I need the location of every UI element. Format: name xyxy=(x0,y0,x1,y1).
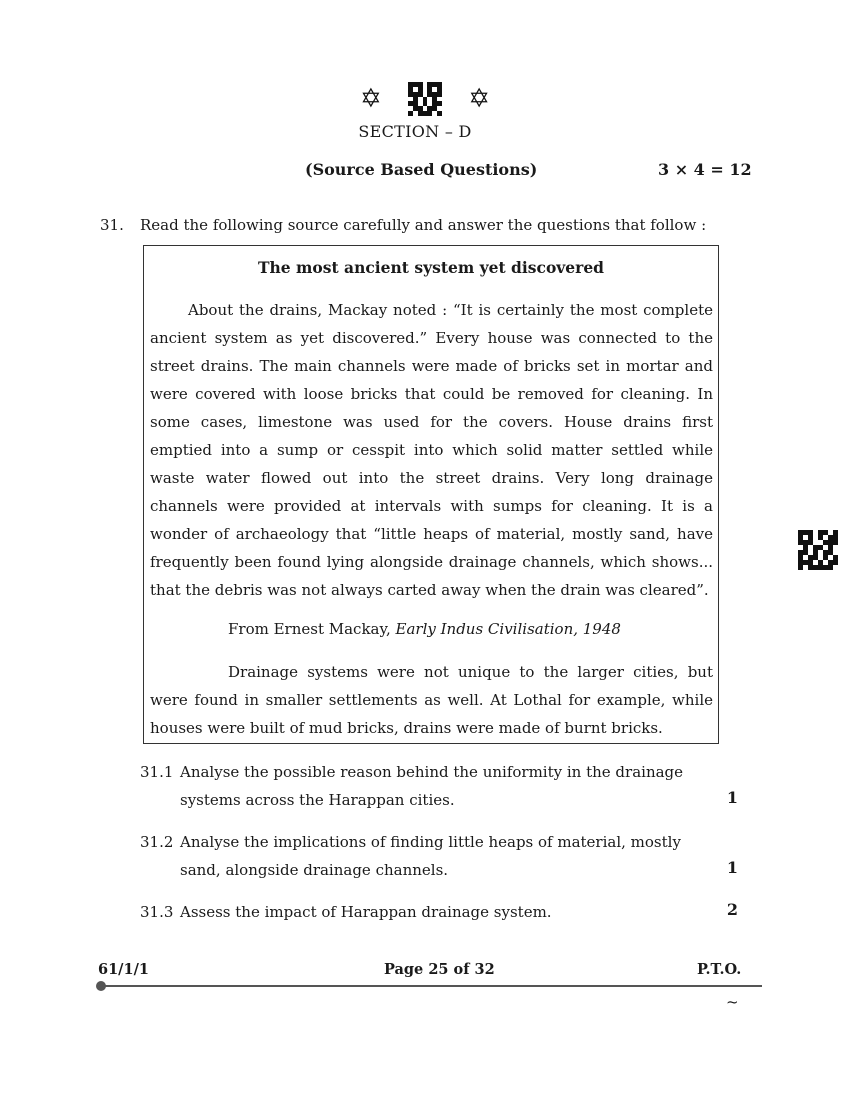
sub-question-marks: 2 xyxy=(726,900,738,919)
source-title: The most ancient system yet discovered xyxy=(257,258,605,277)
source-paragraph-2 xyxy=(150,658,713,742)
source-citation xyxy=(228,620,621,638)
section-subtitle: (Source Based Questions) xyxy=(305,160,538,179)
footer-tilde: ~ xyxy=(726,993,739,1011)
sub-question-number: 31.1 xyxy=(140,763,174,781)
footer-rule xyxy=(100,985,762,987)
sub-question-text-cont: sand, alongside drainage channels. xyxy=(180,861,449,879)
sub-question-text: Assess the impact of Harappan drainage system. xyxy=(180,903,552,921)
sub-question-number: 31.3 xyxy=(140,903,174,921)
sub-question xyxy=(140,758,715,814)
sub-question-text: Analyse the possible reason behind the uniformity in the drainage xyxy=(180,763,684,781)
sub-question-text-cont: systems across the Harappan cities. xyxy=(180,791,455,809)
footer-pto: P.T.O. xyxy=(697,961,742,978)
qr-code-icon xyxy=(408,82,442,116)
question-intro: Read the following source carefully and answer the questions that follow : xyxy=(140,216,707,234)
sub-question xyxy=(140,828,715,884)
question-number: 31. xyxy=(100,216,124,234)
sub-question-marks: 1 xyxy=(726,858,738,877)
footer-page-number: Page 25 of 32 xyxy=(384,961,495,978)
section-marks-total: 3 × 4 = 12 xyxy=(658,160,752,179)
citation-prefix: From Ernest Mackay, xyxy=(228,620,396,638)
sub-question-marks: 1 xyxy=(726,788,738,807)
section-title: SECTION – D xyxy=(358,122,472,141)
citation-work: Early Indus Civilisation, 1948 xyxy=(395,620,621,638)
side-qr-code-icon xyxy=(798,530,838,570)
footer-code: 61/1/1 xyxy=(98,961,149,978)
sub-question-number: 31.2 xyxy=(140,833,174,851)
source-paragraph-1 xyxy=(150,296,713,604)
star-of-david-icon: ✡ xyxy=(360,84,382,114)
sub-question-text: Analyse the implications of finding little heaps of material, mostly xyxy=(180,833,681,851)
header-icons xyxy=(360,80,490,118)
sub-question xyxy=(140,898,715,926)
star-of-david-icon: ✡ xyxy=(468,84,490,114)
source-paragraph-1-text: About the drains, Mackay noted : “It is certainly the most complete ancient system as yet discovered.” Every house was connected to the street drains. The main channels were made of bricks set in mortar and were covered with loose bricks that could be removed for cleaning. In some cases, limestone was used for the covers. House drains first emptied into a sump or cesspit into which solid matter settled while waste water flowed out into the street drains. Very long drainage channels were provided at intervals with sumps for cleaning. It is a wonder of archaeology that “little heaps of material, mostly sand, have frequently been found lying alongside drainage channels, which shows... that the debris was not always carted away when the drain was cleared”. xyxy=(150,301,713,599)
source-paragraph-2-text: Drainage systems were not unique to the larger cities, but were found in smaller settlements as well. At Lothal for example, while houses were built of mud bricks, drains were made of burnt bricks. xyxy=(150,663,713,737)
